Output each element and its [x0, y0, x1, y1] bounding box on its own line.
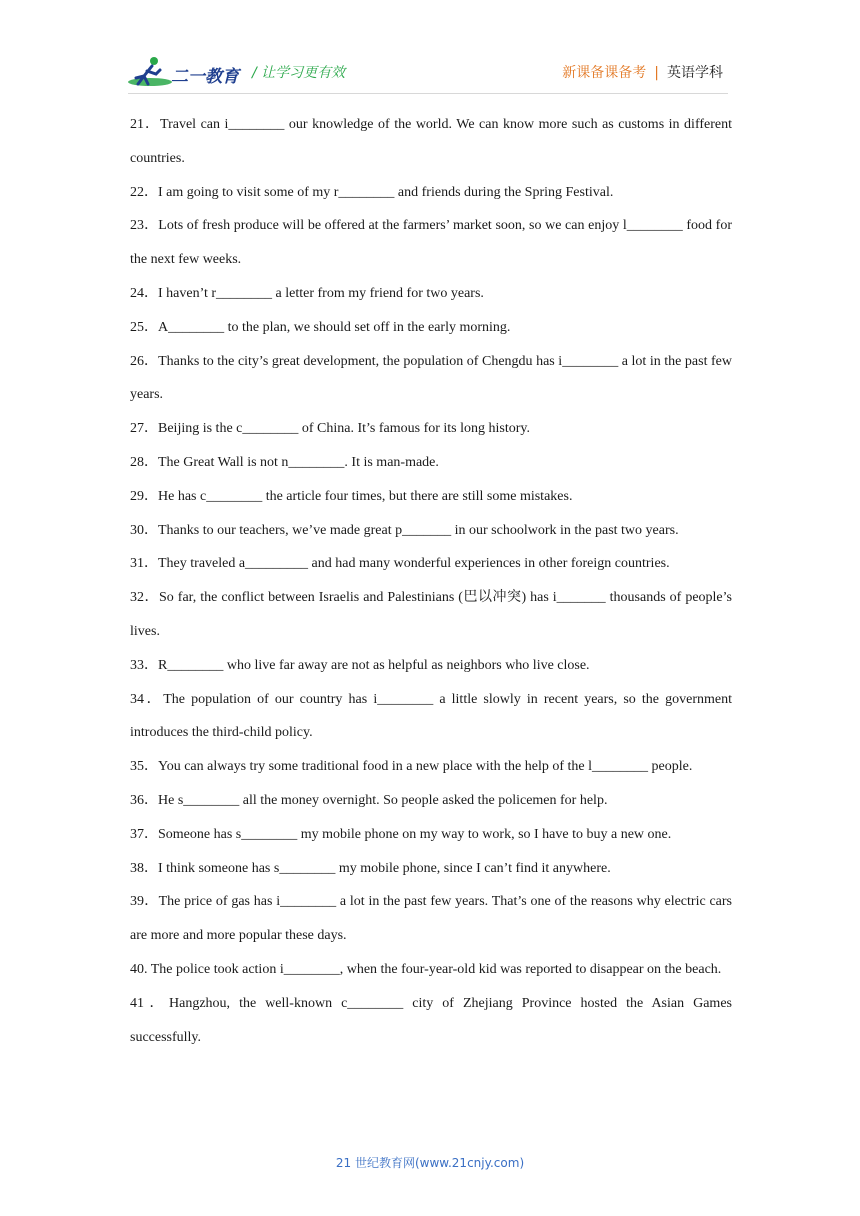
question-item: 24．I haven’t r________ a letter from my friend for two years. — [130, 285, 484, 301]
question-item: 25．A________ to the plan, we should set off in the early morning. — [130, 319, 511, 335]
question-item: 30．Thanks to our teachers, we’ve made great p_______ in our schoolwork in the past two years. — [130, 522, 679, 538]
slogan: / 让学习更有效 — [252, 65, 346, 81]
question-item: 22．I am going to visit some of my r________ and friends during the Spring Festival. — [130, 184, 614, 200]
question-item: 32．So far, the conflict between Israelis and Palestinians (巴以冲突) has i_______ thousands of people’s lives. — [130, 590, 732, 639]
header-separator: | — [654, 65, 659, 81]
exam-label: 新课备课备考 — [562, 65, 647, 81]
header-divider — [128, 93, 728, 94]
logo-text: 二一教育 — [171, 67, 239, 86]
subject-label: 英语学科 — [667, 65, 723, 81]
question-list — [130, 108, 732, 1054]
page-footer[interactable]: 21 世纪教育网(www.21cnjy.com) — [335, 1156, 525, 1170]
question-item: 27．Beijing is the c________ of China. It’s famous for its long history. — [130, 421, 531, 437]
page-header — [0, 0, 860, 100]
question-item: 39．The price of gas has i________ a lot in the past few years. That’s one of the reasons why electric cars are more and more popular these days. — [130, 894, 732, 944]
question-item: 37．Someone has s________ my mobile phone on my way to work, so I have to buy a new one. — [130, 826, 672, 842]
question-item: 41．Hangzhou, the well-known c________ city of Zhejiang Province hosted the Asian Games successfully. — [130, 995, 732, 1045]
question-item: 29．He has c________ the article four times, but there are still some mistakes. — [130, 488, 573, 504]
question-item: 26．Thanks to the city’s great development, the population of Chengdu has i________ a lot in the past few years. — [130, 353, 732, 403]
question-item: 40. The police took action i________, when the four-year-old kid was reported to disappear on the beach. — [130, 961, 722, 977]
question-item: 38．I think someone has s________ my mobile phone, since I can’t find it anywhere. — [130, 860, 611, 876]
question-item: 21．Travel can i________ our knowledge of the world. We can know more such as customs in different countries. — [130, 117, 732, 166]
question-item: 33．R________ who live far away are not as helpful as neighbors who live close. — [130, 657, 590, 673]
question-item: 31．They traveled a_________ and had many wonderful experiences in other foreign countries. — [130, 556, 670, 572]
header-right — [562, 62, 723, 82]
question-item: 35．You can always try some traditional food in a new place with the help of the l________ people. — [130, 759, 693, 775]
question-item: 34．The population of our country has i________ a little slowly in recent years, so the government introduces the third-child policy. — [130, 691, 732, 741]
question-item: 28．The Great Wall is not n________. It is man-made. — [130, 454, 439, 470]
question-item: 36．He s________ all the money overnight. So people asked the policemen for help. — [130, 792, 608, 808]
question-item: 23．Lots of fresh produce will be offered at the farmers’ market soon, so we can enjoy l________ food for the next few weeks. — [130, 218, 732, 268]
